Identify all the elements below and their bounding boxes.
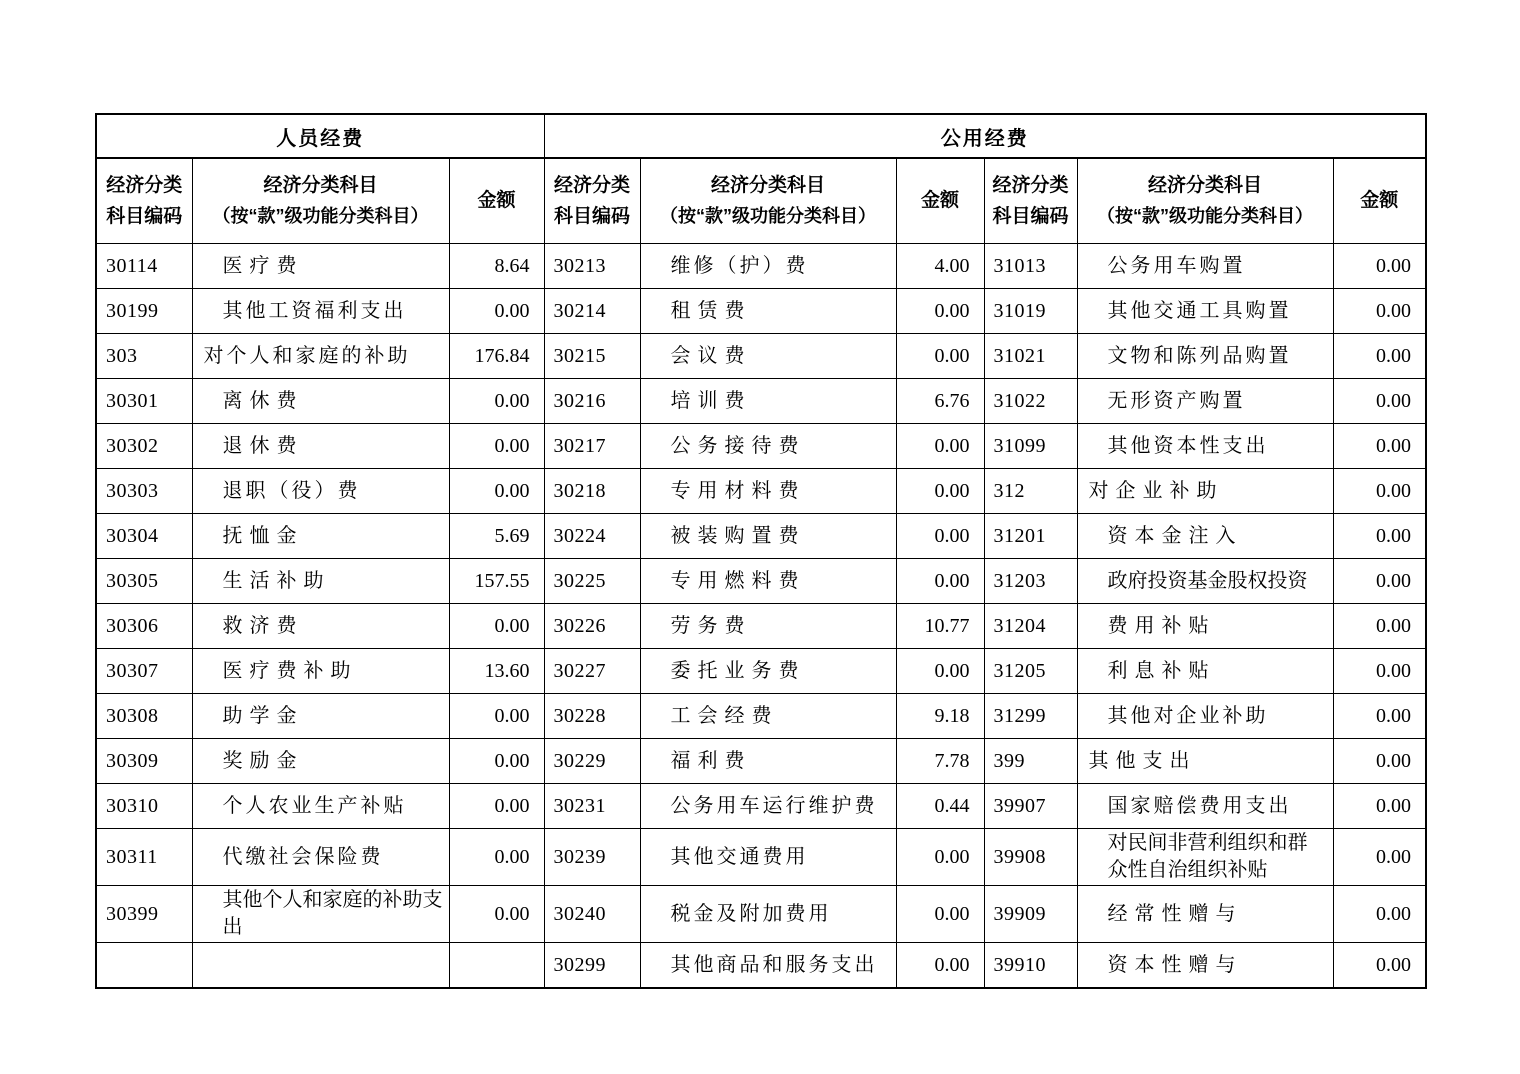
code-cell: 30225 [544,559,640,604]
col-header-code-line1: 经济分类 [992,174,1069,196]
subject-cell: 退职（役）费 [192,469,449,514]
code-cell: 30309 [96,739,192,784]
col-header-subject [640,158,896,244]
amount-cell: 0.00 [1333,829,1426,886]
code-cell: 31201 [984,514,1077,559]
col-header-subject-line2: （按“款”级功能分类科目） [660,205,876,226]
amount-cell: 0.00 [1333,244,1426,289]
table-body [96,244,1426,989]
subject-cell [192,943,449,989]
economic-classification-table [95,113,1427,989]
amount-cell: 0.00 [896,559,984,604]
amount-cell: 0.00 [449,886,544,943]
code-cell: 39908 [984,829,1077,886]
subject-cell: 维修（护）费 [640,244,896,289]
amount-cell: 0.00 [449,604,544,649]
code-cell: 31013 [984,244,1077,289]
code-cell: 30114 [96,244,192,289]
amount-cell: 0.00 [896,289,984,334]
amount-cell: 0.00 [449,424,544,469]
code-cell: 30239 [544,829,640,886]
code-cell: 30303 [96,469,192,514]
amount-cell: 10.77 [896,604,984,649]
code-cell: 30214 [544,289,640,334]
subject-cell: 助学金 [192,694,449,739]
amount-cell: 8.64 [449,244,544,289]
subject-cell: 公务用车运行维护费 [640,784,896,829]
code-cell: 30311 [96,829,192,886]
code-cell: 31299 [984,694,1077,739]
subject-cell: 其他支出 [1077,739,1333,784]
amount-cell: 5.69 [449,514,544,559]
subject-cell: 救济费 [192,604,449,649]
amount-cell: 0.00 [1333,739,1426,784]
col-header-code-line2: 科目编码 [992,206,1069,227]
code-cell: 30308 [96,694,192,739]
budget-table-sheet [95,113,1427,989]
amount-cell: 0.00 [896,469,984,514]
code-cell: 30304 [96,514,192,559]
subject-cell: 国家赔偿费用支出 [1077,784,1333,829]
subject-cell: 医疗费补助 [192,649,449,694]
code-cell: 30306 [96,604,192,649]
subject-cell: 资本性赠与 [1077,943,1333,989]
subject-cell: 委托业务费 [640,649,896,694]
section-header-public: 公用经费 [544,114,1426,158]
amount-cell: 0.00 [1333,886,1426,943]
table-row [96,514,1426,559]
col-header-subject-line2: （按“款”级功能分类科目） [212,205,429,226]
code-cell: 30199 [96,289,192,334]
code-cell: 30305 [96,559,192,604]
subject-cell: 经常性赠与 [1077,886,1333,943]
amount-cell: 0.00 [896,886,984,943]
subject-cell: 代缴社会保险费 [192,829,449,886]
table-row [96,649,1426,694]
col-header-subject-line1: 经济分类科目 [1147,175,1262,197]
subject-cell: 其他对企业补助 [1077,694,1333,739]
subject-cell: 其他资本性支出 [1077,424,1333,469]
code-cell: 30213 [544,244,640,289]
column-header-row [96,158,1426,244]
amount-cell: 0.00 [1333,379,1426,424]
section-header-row [96,114,1426,158]
amount-cell: 176.84 [449,334,544,379]
subject-cell: 福利费 [640,739,896,784]
subject-cell: 离休费 [192,379,449,424]
code-cell: 312 [984,469,1077,514]
code-cell: 30301 [96,379,192,424]
col-header-amount: 金额 [449,158,544,244]
amount-cell: 0.00 [1333,334,1426,379]
table-row [96,559,1426,604]
subject-cell: 利息补贴 [1077,649,1333,694]
subject-cell: 奖励金 [192,739,449,784]
subject-cell: 对民间非营利组织和群众性自治组织补贴 [1077,829,1333,886]
amount-cell: 0.00 [1333,289,1426,334]
col-header-amount: 金额 [1333,158,1426,244]
table-row [96,469,1426,514]
table-row [96,829,1426,886]
amount-cell: 157.55 [449,559,544,604]
code-cell: 303 [96,334,192,379]
subject-cell: 生活补助 [192,559,449,604]
code-cell: 30307 [96,649,192,694]
amount-cell: 0.00 [1333,784,1426,829]
code-cell: 30215 [544,334,640,379]
amount-cell: 0.00 [449,829,544,886]
amount-cell: 0.00 [896,514,984,559]
code-cell: 31205 [984,649,1077,694]
subject-cell: 会议费 [640,334,896,379]
col-header-subject [1077,158,1333,244]
amount-cell: 0.00 [449,784,544,829]
code-cell: 30231 [544,784,640,829]
col-header-subject [192,158,449,244]
amount-cell: 0.00 [449,379,544,424]
subject-cell: 文物和陈列品购置 [1077,334,1333,379]
col-header-code-line2: 科目编码 [553,206,630,227]
subject-cell: 费用补贴 [1077,604,1333,649]
code-cell: 30224 [544,514,640,559]
table-row [96,694,1426,739]
subject-cell: 资本金注入 [1077,514,1333,559]
code-cell: 31203 [984,559,1077,604]
subject-cell: 退休费 [192,424,449,469]
code-cell: 30216 [544,379,640,424]
subject-cell: 租赁费 [640,289,896,334]
table-row [96,244,1426,289]
amount-cell: 0.44 [896,784,984,829]
amount-cell: 0.00 [1333,424,1426,469]
amount-cell: 0.00 [896,424,984,469]
amount-cell: 0.00 [449,739,544,784]
col-header-subject-line1: 经济分类科目 [263,175,378,197]
subject-cell: 其他工资福利支出 [192,289,449,334]
subject-cell: 公务接待费 [640,424,896,469]
amount-cell: 0.00 [896,334,984,379]
table-row [96,739,1426,784]
subject-cell: 被装购置费 [640,514,896,559]
code-cell: 31022 [984,379,1077,424]
col-header-code [544,158,640,244]
section-header-personnel: 人员经费 [96,114,544,158]
code-cell: 31204 [984,604,1077,649]
subject-cell: 其他商品和服务支出 [640,943,896,989]
subject-cell: 对个人和家庭的补助 [192,334,449,379]
code-cell: 30227 [544,649,640,694]
code-cell: 31019 [984,289,1077,334]
code-cell: 30302 [96,424,192,469]
amount-cell: 0.00 [1333,943,1426,989]
code-cell: 30218 [544,469,640,514]
code-cell: 31099 [984,424,1077,469]
amount-cell: 4.00 [896,244,984,289]
amount-cell: 0.00 [1333,649,1426,694]
amount-cell: 0.00 [896,943,984,989]
col-header-code-line2: 科目编码 [106,206,183,227]
amount-cell [449,943,544,989]
subject-cell: 无形资产购置 [1077,379,1333,424]
col-header-code [984,158,1077,244]
col-header-subject-line2: （按“款”级功能分类科目） [1097,205,1313,226]
code-cell: 39910 [984,943,1077,989]
amount-cell: 0.00 [1333,469,1426,514]
subject-cell: 专用燃料费 [640,559,896,604]
amount-cell: 6.76 [896,379,984,424]
amount-cell: 7.78 [896,739,984,784]
table-row [96,886,1426,943]
code-cell [96,943,192,989]
col-header-code-line1: 经济分类 [553,174,630,196]
code-cell: 30310 [96,784,192,829]
subject-cell: 其他交通费用 [640,829,896,886]
table-row [96,424,1426,469]
amount-cell: 0.00 [449,469,544,514]
code-cell: 39907 [984,784,1077,829]
code-cell: 30226 [544,604,640,649]
subject-cell: 公务用车购置 [1077,244,1333,289]
amount-cell: 0.00 [449,289,544,334]
subject-cell: 个人农业生产补贴 [192,784,449,829]
amount-cell: 0.00 [1333,559,1426,604]
subject-cell: 医疗费 [192,244,449,289]
amount-cell: 0.00 [1333,694,1426,739]
subject-cell: 政府投资基金股权投资 [1077,559,1333,604]
col-header-amount: 金额 [896,158,984,244]
amount-cell: 13.60 [449,649,544,694]
amount-cell: 0.00 [896,829,984,886]
table-row [96,943,1426,989]
table-row [96,604,1426,649]
col-header-subject-line1: 经济分类科目 [710,175,825,197]
table-row [96,289,1426,334]
subject-cell: 其他个人和家庭的补助支出 [192,886,449,943]
code-cell: 30299 [544,943,640,989]
subject-cell: 劳务费 [640,604,896,649]
code-cell: 39909 [984,886,1077,943]
amount-cell: 0.00 [896,649,984,694]
code-cell: 30399 [96,886,192,943]
amount-cell: 9.18 [896,694,984,739]
amount-cell: 0.00 [1333,514,1426,559]
table-row [96,379,1426,424]
table-row [96,784,1426,829]
subject-cell: 培训费 [640,379,896,424]
code-cell: 30217 [544,424,640,469]
amount-cell: 0.00 [449,694,544,739]
col-header-code [96,158,192,244]
code-cell: 30240 [544,886,640,943]
subject-cell: 税金及附加费用 [640,886,896,943]
col-header-code-line1: 经济分类 [106,174,183,196]
table-row [96,334,1426,379]
code-cell: 31021 [984,334,1077,379]
amount-cell: 0.00 [1333,604,1426,649]
subject-cell: 对企业补助 [1077,469,1333,514]
code-cell: 399 [984,739,1077,784]
subject-cell: 其他交通工具购置 [1077,289,1333,334]
subject-cell: 抚恤金 [192,514,449,559]
subject-cell: 工会经费 [640,694,896,739]
subject-cell: 专用材料费 [640,469,896,514]
code-cell: 30229 [544,739,640,784]
code-cell: 30228 [544,694,640,739]
